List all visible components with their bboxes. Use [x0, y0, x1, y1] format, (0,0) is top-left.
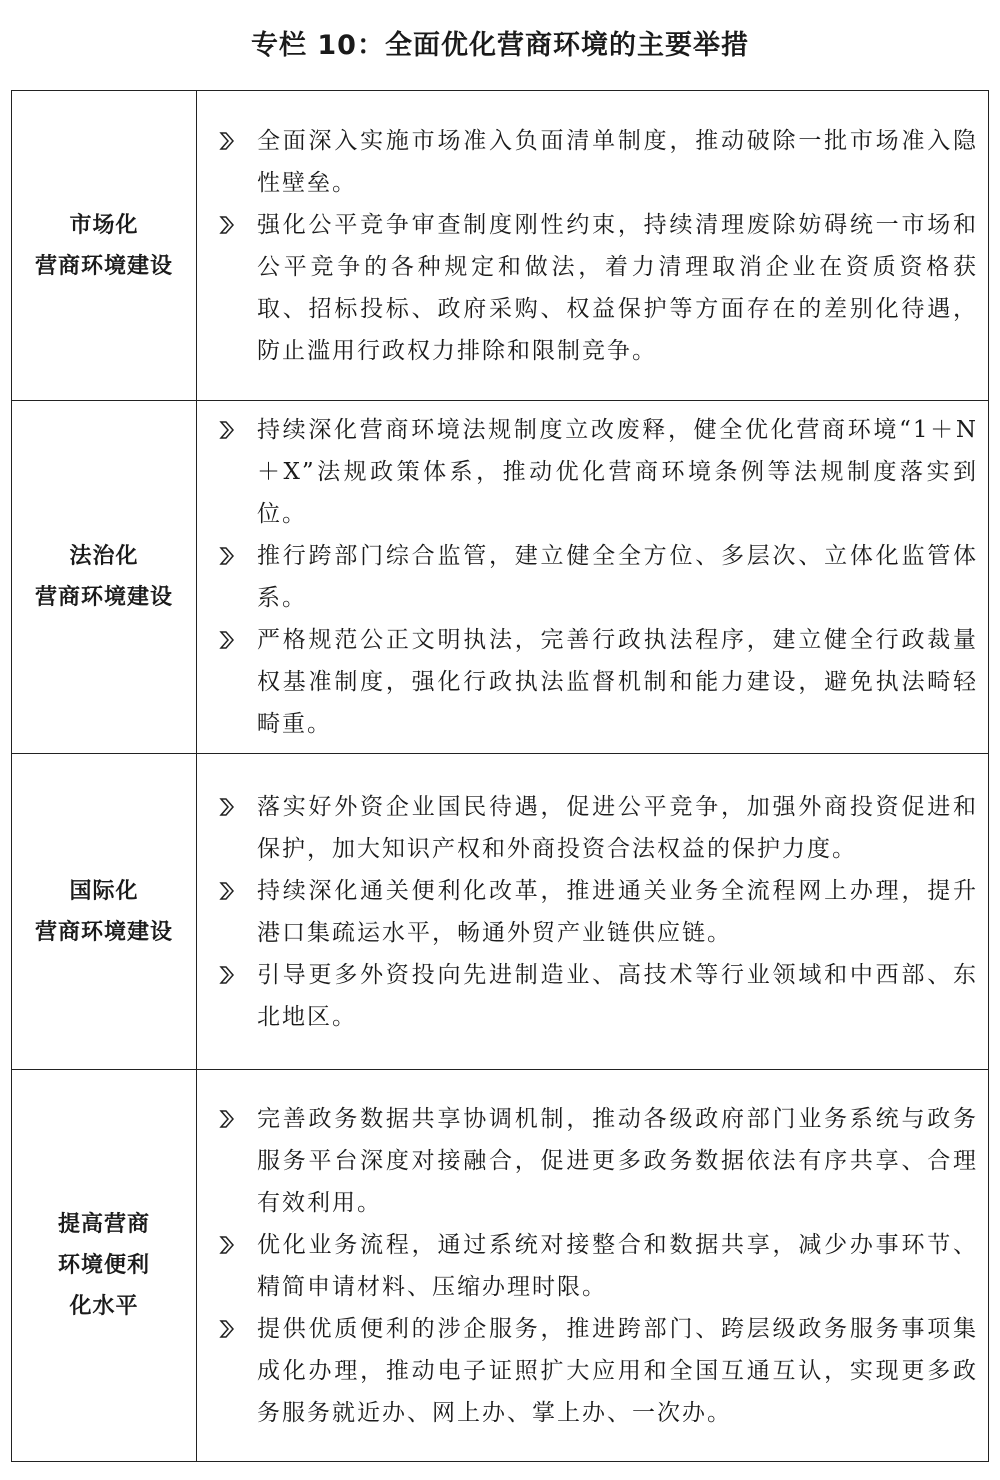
measure-text: 推行跨部门综合监管，建立健全全方位、多层次、立体化监管体系。 — [257, 543, 978, 611]
list-item — [197, 619, 978, 745]
category-label-line: 国际化 — [69, 878, 139, 904]
list-item — [197, 204, 978, 372]
arrow-bullet-icon — [197, 870, 257, 912]
list-item — [197, 870, 978, 954]
category-label-line: 营商环境建设 — [34, 585, 173, 610]
measures-cell — [197, 91, 989, 401]
measures-table — [11, 90, 989, 1462]
list-item — [197, 409, 978, 535]
arrow-bullet-icon — [197, 1224, 257, 1266]
arrow-bullet-icon — [197, 786, 257, 828]
measure-text: 落实好外资企业国民待遇，促进公平竞争，加强外商投资促进和保护，加大知识产权和外商投资合法权益的保护力度。 — [257, 793, 978, 862]
table-row — [12, 401, 989, 754]
category-cell — [12, 401, 197, 754]
table-body — [12, 91, 989, 1462]
category-cell — [12, 91, 197, 401]
list-item — [197, 1098, 978, 1224]
measure-text: 持续深化通关便利化改革，推进通关业务全流程网上办理，提升港口集疏运水平，畅通外贸产业链供应链。 — [257, 877, 978, 946]
measure-text: 完善政务数据共享协调机制，推动各级政府部门业务系统与政务服务平台深度对接融合，促进更多政务数据依法有序共享、合理有效利用。 — [257, 1105, 978, 1216]
arrow-bullet-icon — [197, 1098, 257, 1140]
arrow-bullet-icon — [197, 1308, 257, 1350]
arrow-bullet-icon — [197, 204, 257, 246]
category-label-line: 营商环境建设 — [34, 919, 173, 945]
category-label-line: 环境便利 — [57, 1253, 150, 1278]
measure-text: 引导更多外资投向先进制造业、高技术等行业领域和中西部、东北地区。 — [257, 961, 978, 1030]
measures-cell — [197, 754, 989, 1070]
category-label-line: 提高营商 — [57, 1212, 150, 1237]
list-item — [197, 1224, 978, 1308]
table-row — [12, 91, 989, 401]
category-cell — [12, 1070, 197, 1462]
measure-text: 严格规范公正文明执法，完善行政执法程序，建立健全行政裁量权基准制度，强化行政执法监督机制和能力建设，避免执法畸轻畸重。 — [257, 627, 978, 737]
list-item — [197, 120, 978, 204]
list-item — [197, 786, 978, 870]
arrow-bullet-icon — [197, 954, 257, 996]
column-title: 专栏 10：全面优化营商环境的主要举措 — [251, 30, 749, 61]
arrow-bullet-icon — [197, 120, 257, 162]
arrow-bullet-icon — [197, 535, 257, 577]
measures-cell — [197, 1070, 989, 1462]
category-cell — [12, 754, 197, 1070]
measure-text: 提供优质便利的涉企服务，推进跨部门、跨层级政务服务事项集成化办理，推动电子证照扩大应用和全国互通互认，实现更多政务服务就近办、网上办、掌上办、一次办。 — [257, 1315, 978, 1426]
list-item — [197, 954, 978, 1038]
measure-text: 持续深化营商环境法规制度立改废释，健全优化营商环境“1＋N＋X”法规政策体系，推动优化营商环境条例等法规制度落实到位。 — [257, 417, 978, 527]
measure-text: 强化公平竞争审查制度刚性约束，持续清理废除妨碍统一市场和公平竞争的各种规定和做法，着力清理取消企业在资质资格获取、招标投标、政府采购、权益保护等方面存在的差别化待遇，防止滥用行政权力排除和限制竞争。 — [257, 211, 978, 364]
table-row — [12, 1070, 989, 1462]
category-label-line: 营商环境建设 — [34, 253, 173, 279]
category-label-line: 法治化 — [69, 544, 139, 569]
category-label-line: 化水平 — [69, 1294, 139, 1319]
category-label-line: 市场化 — [69, 212, 139, 238]
table-row — [12, 754, 989, 1070]
arrow-bullet-icon — [197, 619, 257, 661]
list-item — [197, 535, 978, 619]
measures-cell — [197, 401, 989, 754]
measure-text: 优化业务流程，通过系统对接整合和数据共享，减少办事环节、精简申请材料、压缩办理时限。 — [257, 1231, 978, 1300]
list-item — [197, 1308, 978, 1434]
arrow-bullet-icon — [197, 409, 257, 451]
measure-text: 全面深入实施市场准入负面清单制度，推动破除一批市场准入隐性壁垒。 — [257, 127, 978, 196]
